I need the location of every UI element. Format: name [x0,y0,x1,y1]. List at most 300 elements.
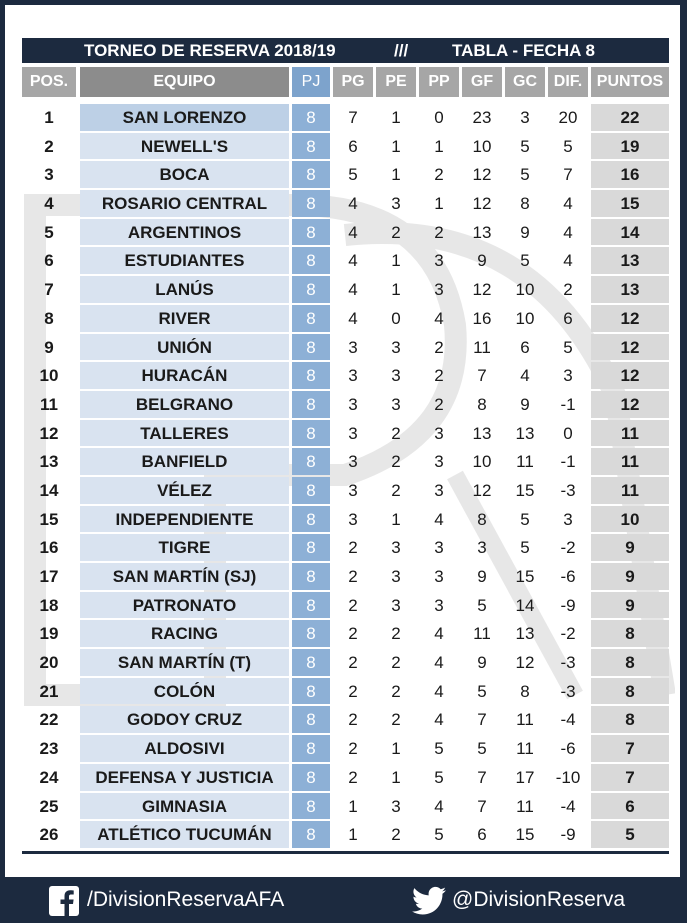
cell-pts: 11 [591,420,669,447]
cell-pp: 5 [434,767,444,787]
cell-pe: 2 [391,222,401,242]
cell-dif: 20 [558,108,578,127]
cell-team: COLÓN [80,678,289,705]
cell-pe: 2 [391,480,401,500]
table-row [22,705,669,734]
cell-pts: 12 [591,334,669,361]
cell-pj: 8 [292,420,330,447]
cell-gc: 11 [516,710,534,730]
cell-team: HURACÁN [80,362,289,389]
cell-dif: -3 [560,681,576,701]
cell-pts: 11 [591,477,669,504]
cell-dif: -2 [560,538,576,558]
table-row [22,275,669,304]
cell-pts: 16 [591,161,669,188]
cell-dif: -1 [560,394,576,414]
cell-pp: 4 [434,308,444,328]
cell-gc: 15 [515,825,535,845]
cell-dif: 4 [563,251,573,271]
cell-gc: 17 [515,767,535,787]
twitter-handle[interactable]: @DivisionReserva [452,888,626,911]
cell-team: TALLERES [80,420,289,447]
cell-pg: 4 [348,251,358,271]
facebook-handle[interactable]: /DivisionReservaAFA [87,888,285,911]
cell-team: INDEPENDIENTE [80,506,289,533]
cell-dif: 6 [563,308,573,328]
cell-gf: 11 [473,624,491,644]
cell-team: ATLÉTICO TUCUMÁN [80,821,289,848]
cell-pg: 1 [348,825,358,845]
cell-gc: 3 [520,108,530,127]
cell-gf: 12 [472,480,492,500]
cell-pos: 11 [40,394,58,414]
cell-pp: 2 [434,165,444,185]
cell-pe: 2 [391,624,401,644]
cell-pts: 12 [591,362,669,389]
cell-pj: 8 [292,276,330,303]
column-header-team: EQUIPO [80,67,289,97]
cell-dif: 4 [563,222,573,242]
cell-gf: 7 [477,366,487,386]
cell-pj: 8 [292,563,330,590]
table-row [22,820,669,849]
table-row [22,476,669,505]
cell-pts: 9 [591,563,669,590]
cell-gc: 5 [520,538,530,558]
cell-pe: 3 [391,194,401,214]
cell-pe: 2 [391,653,401,673]
cell-pj: 8 [292,706,330,733]
title-bar [22,38,669,63]
cell-gf: 10 [472,136,492,156]
cell-dif: -3 [560,480,576,500]
cell-pts: 8 [591,678,669,705]
cell-gc: 9 [520,222,530,242]
cell-pj: 8 [292,362,330,389]
cell-pj: 8 [292,534,330,561]
cell-pos: 2 [44,136,54,156]
cell-gf: 3 [477,538,487,558]
cell-pj: 8 [292,764,330,791]
cell-pts: 6 [591,793,669,820]
cell-pj: 8 [292,477,330,504]
cell-pts: 19 [591,133,669,160]
table-row [22,734,669,763]
cell-pp: 5 [434,739,444,759]
table-row [22,160,669,189]
cell-pp: 2 [434,394,444,414]
standings-card [5,5,680,877]
cell-gf: 11 [473,337,491,357]
cell-dif: 5 [563,136,573,156]
facebook-icon[interactable] [49,886,79,916]
cell-pts: 8 [591,706,669,733]
cell-gf: 7 [477,767,487,787]
cell-gf: 8 [477,394,487,414]
cell-pg: 2 [348,739,358,759]
cell-pts: 5 [591,821,669,848]
cell-pe: 1 [391,136,401,156]
cell-team: BANFIELD [80,448,289,475]
cell-pj: 8 [292,161,330,188]
cell-pts: 9 [591,592,669,619]
cell-gf: 12 [472,194,492,214]
cell-pj: 8 [292,793,330,820]
cell-gf: 7 [477,710,487,730]
cell-pts: 12 [591,391,669,418]
cell-gf: 9 [477,251,487,271]
table-bottom-divider [22,851,669,854]
cell-pos: 6 [44,251,54,271]
cell-pj: 8 [292,592,330,619]
cell-pp: 3 [434,280,444,300]
table-row [22,505,669,534]
cell-dif: 0 [563,423,573,443]
cell-dif: -4 [560,796,576,816]
cell-pe: 2 [391,681,401,701]
cell-pp: 3 [434,480,444,500]
cell-pp: 3 [434,567,444,586]
cell-pos: 26 [39,825,59,845]
cell-gc: 11 [516,796,534,816]
cell-gc: 5 [520,136,530,156]
cell-pp: 4 [434,710,444,730]
cell-pts: 22 [591,104,669,131]
cell-pp: 2 [434,337,444,357]
cell-pp: 4 [434,796,444,816]
cell-pj: 8 [292,391,330,418]
cell-team: NEWELL'S [80,133,289,160]
round-subtitle: TABLA - FECHA 8 [452,41,595,60]
cell-gf: 13 [472,423,492,443]
cell-pos: 25 [39,796,59,816]
cell-pe: 1 [391,280,401,300]
cell-pe: 1 [391,108,401,127]
cell-pos: 8 [44,308,54,328]
cell-pe: 3 [391,366,401,386]
cell-pos: 16 [39,538,59,558]
cell-team: RACING [80,620,289,647]
cell-pos: 14 [39,480,59,500]
cell-gf: 10 [472,452,492,472]
cell-pj: 8 [292,448,330,475]
cell-pg: 4 [348,194,358,214]
cell-pp: 3 [434,423,444,443]
cell-pg: 6 [348,136,358,156]
table-row [22,562,669,591]
cell-gf: 13 [472,222,492,242]
cell-gc: 15 [515,567,535,586]
table-row [22,218,669,247]
cell-gc: 11 [516,739,534,759]
cell-dif: -4 [560,710,576,730]
table-row [22,447,669,476]
cell-pts: 9 [591,534,669,561]
cell-pts: 8 [591,620,669,647]
cell-pos: 22 [39,710,59,730]
cell-pos: 5 [44,222,54,242]
cell-pts: 14 [591,219,669,246]
table-row [22,763,669,792]
cell-pos: 1 [44,108,54,127]
cell-dif: -6 [560,567,576,586]
cell-team: BOCA [80,161,289,188]
cell-pos: 21 [39,681,59,701]
cell-gf: 8 [477,509,487,529]
cell-gf: 23 [472,108,492,127]
cell-pos: 3 [44,165,54,185]
cell-pts: 7 [591,764,669,791]
cell-gc: 8 [520,194,530,214]
cell-gc: 12 [515,653,535,673]
cell-pts: 10 [591,506,669,533]
cell-gf: 5 [477,739,487,759]
cell-pg: 3 [348,394,358,414]
cell-pos: 7 [44,280,54,300]
cell-pg: 4 [348,280,358,300]
cell-dif: 5 [563,337,573,357]
cell-gf: 16 [472,308,492,328]
cell-team: BELGRANO [80,391,289,418]
cell-pj: 8 [292,506,330,533]
cell-pe: 1 [391,739,401,759]
cell-pg: 2 [348,538,358,558]
cell-team: SAN MARTÍN (T) [80,649,289,676]
table-row [22,390,669,419]
cell-pg: 1 [348,796,358,816]
cell-pg: 2 [348,624,358,644]
cell-pos: 17 [39,567,59,586]
table-row [22,648,669,677]
cell-dif: -2 [560,624,576,644]
cell-pp: 4 [434,509,444,529]
cell-pj: 8 [292,678,330,705]
cell-pe: 2 [391,423,401,443]
cell-pe: 3 [391,567,401,586]
cell-pts: 13 [591,276,669,303]
table-row [22,677,669,706]
cell-dif: 4 [563,194,573,214]
cell-pts: 13 [591,247,669,274]
column-header-pg: PG [333,67,373,97]
cell-pg: 2 [348,595,358,615]
cell-pj: 8 [292,219,330,246]
cell-pj: 8 [292,620,330,647]
cell-pe: 3 [391,538,401,558]
cell-dif: -9 [560,825,576,845]
cell-pp: 2 [434,366,444,386]
table-row [22,189,669,218]
cell-pos: 24 [39,767,59,787]
cell-gc: 6 [520,337,530,357]
cell-pp: 4 [434,681,444,701]
footer [0,880,687,923]
cell-gf: 9 [477,567,487,586]
cell-pp: 3 [434,595,444,615]
cell-team: GODOY CRUZ [80,706,289,733]
cell-gc: 15 [515,480,535,500]
cell-gc: 5 [520,251,530,271]
cell-dif: 2 [563,280,573,300]
cell-pos: 4 [44,194,54,214]
cell-pts: 11 [591,448,669,475]
cell-gc: 8 [520,681,530,701]
cell-pp: 3 [434,452,444,472]
cell-pts: 15 [591,190,669,217]
cell-pos: 15 [39,509,59,529]
cell-gf: 5 [477,595,487,615]
table-row [22,304,669,333]
cell-gf: 6 [477,825,487,845]
cell-team: RIVER [80,305,289,332]
cell-pe: 2 [391,452,401,472]
cell-pg: 2 [348,710,358,730]
twitter-icon[interactable] [412,886,446,916]
cell-gf: 12 [472,165,492,185]
cell-gc: 9 [520,394,530,414]
cell-gf: 12 [472,280,492,300]
table-row [22,591,669,620]
cell-pe: 3 [391,337,401,357]
cell-pp: 0 [434,108,444,127]
column-header-gc: GC [505,67,545,97]
cell-pj: 8 [292,247,330,274]
column-header-gf: GF [462,67,502,97]
cell-pe: 2 [391,825,401,845]
table-row [22,333,669,362]
cell-pj: 8 [292,649,330,676]
cell-pts: 12 [591,305,669,332]
cell-dif: 7 [563,165,573,185]
cell-pp: 1 [434,194,444,214]
cell-gc: 13 [515,423,535,443]
cell-pg: 3 [348,452,358,472]
table-row [22,419,669,448]
cell-pos: 10 [39,366,59,386]
column-header-pos: POS. [22,67,76,97]
cell-gc: 14 [515,595,535,615]
cell-team: PATRONATO [80,592,289,619]
cell-pg: 2 [348,653,358,673]
cell-team: SAN MARTÍN (SJ) [80,563,289,590]
cell-pp: 1 [434,136,444,156]
title-separator: /// [394,41,409,60]
tournament-title: TORNEO DE RESERVA 2018/19 [84,41,336,60]
cell-gc: 13 [515,624,535,644]
cell-dif: -3 [560,653,576,673]
cell-dif: -9 [560,595,576,615]
cell-pos: 9 [44,337,54,357]
cell-gf: 7 [477,796,487,816]
cell-dif: -6 [560,739,576,759]
table-row [22,792,669,821]
cell-pp: 2 [434,222,444,242]
cell-team: DEFENSA Y JUSTICIA [80,764,289,791]
cell-pp: 5 [434,825,444,845]
cell-pos: 19 [39,624,59,644]
cell-pg: 3 [348,337,358,357]
cell-pj: 8 [292,104,330,131]
standings-table [22,103,669,849]
cell-team: ALDOSIVI [80,735,289,762]
column-header-pp: PP [419,67,459,97]
cell-pj: 8 [292,334,330,361]
cell-gc: 5 [520,509,530,529]
cell-pj: 8 [292,735,330,762]
cell-team: VÉLEZ [80,477,289,504]
cell-pe: 1 [391,165,401,185]
cell-pg: 2 [348,681,358,701]
cell-pe: 0 [391,308,401,328]
table-row [22,361,669,390]
cell-team: TIGRE [80,534,289,561]
cell-dif: -1 [560,452,576,472]
cell-pg: 4 [348,222,358,242]
cell-pg: 3 [348,423,358,443]
cell-pg: 3 [348,480,358,500]
cell-team: LANÚS [80,276,289,303]
cell-dif: -10 [555,767,581,787]
cell-team: SAN LORENZO [80,104,289,131]
cell-pts: 7 [591,735,669,762]
cell-team: ROSARIO CENTRAL [80,190,289,217]
cell-team: UNIÓN [80,334,289,361]
cell-team: ESTUDIANTES [80,247,289,274]
cell-pos: 18 [39,595,59,615]
table-row [22,246,669,275]
cell-pg: 2 [348,567,358,586]
cell-pj: 8 [292,133,330,160]
table-row [22,619,669,648]
cell-pe: 1 [391,767,401,787]
cell-pos: 12 [39,423,59,443]
cell-gc: 10 [515,280,535,300]
cell-pg: 4 [348,308,358,328]
column-header-pj: PJ [292,67,330,97]
column-header-dif: DIF. [548,67,588,97]
cell-pp: 3 [434,538,444,558]
cell-gf: 5 [477,681,487,701]
cell-pe: 1 [391,509,401,529]
cell-gf: 9 [477,653,487,673]
cell-gc: 4 [520,366,530,386]
cell-pg: 3 [348,509,358,529]
cell-pts: 8 [591,649,669,676]
cell-pp: 4 [434,624,444,644]
cell-pg: 7 [348,108,358,127]
cell-dif: 3 [563,509,573,529]
table-header [22,67,669,97]
cell-pg: 5 [348,165,358,185]
cell-team: ARGENTINOS [80,219,289,246]
cell-pos: 23 [39,739,59,759]
cell-pos: 20 [39,653,59,673]
table-row [22,132,669,161]
cell-gc: 11 [516,452,534,472]
cell-pe: 3 [391,394,401,414]
cell-pe: 2 [391,710,401,730]
table-row [22,533,669,562]
cell-gc: 5 [520,165,530,185]
cell-dif: 3 [563,366,573,386]
cell-pp: 3 [434,251,444,271]
cell-pe: 1 [391,251,401,271]
cell-team: GIMNASIA [80,793,289,820]
cell-pp: 4 [434,653,444,673]
column-header-points: PUNTOS [591,67,669,97]
cell-pj: 8 [292,305,330,332]
column-header-pe: PE [376,67,416,97]
